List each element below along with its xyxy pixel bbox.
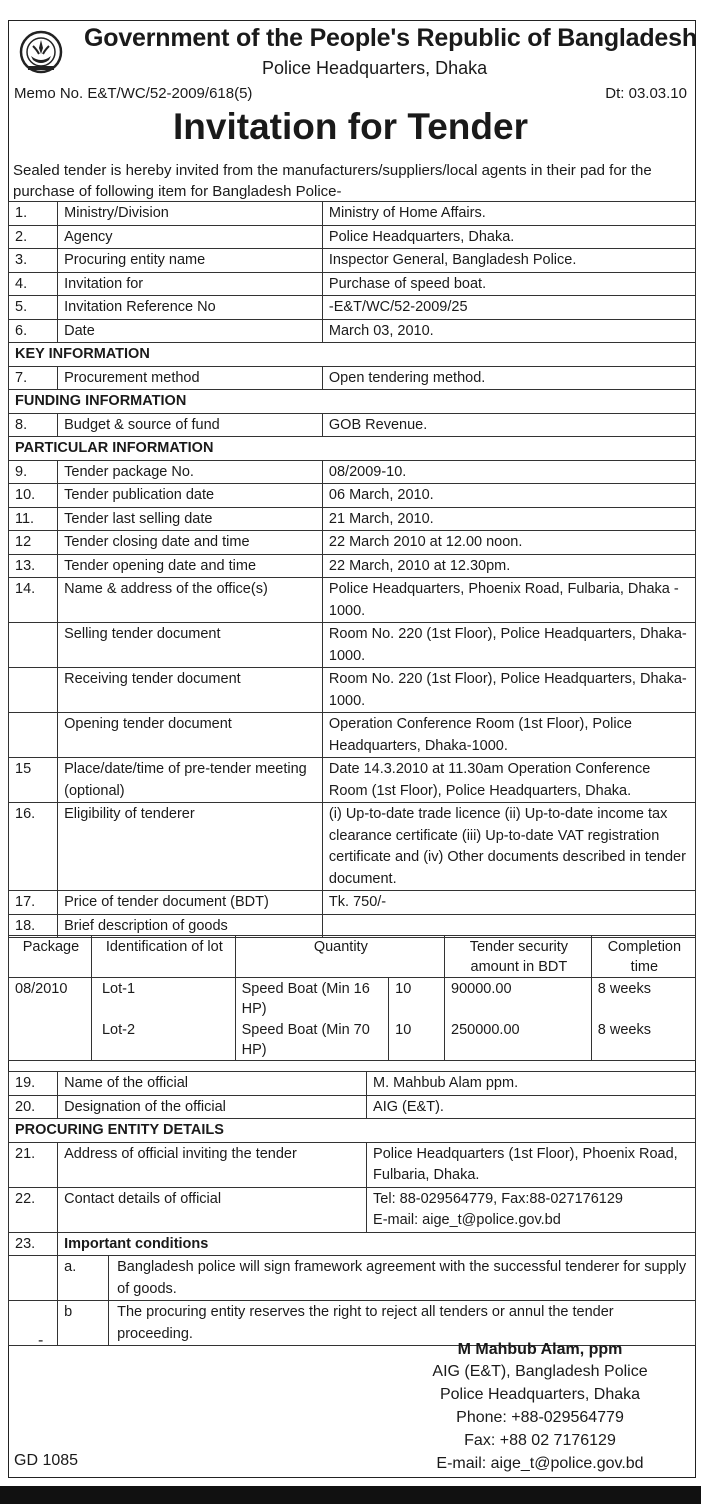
row-number [9,623,58,668]
memo-number: Memo No. E&T/WC/52-2009/618(5) [14,85,253,102]
table-row [9,366,696,390]
row-field: Name of the official [58,1072,367,1096]
row-field: Eligibility of tenderer [58,803,323,891]
goods-item: Speed Boat (Min 16 HP) [235,978,389,1020]
row-value: 06 March, 2010. [322,484,695,508]
row-value: Room No. 220 (1st Floor), Police Headquarters, Dhaka-1000. [322,623,695,668]
row-number: 3. [9,249,58,273]
row-number: 20. [9,1095,58,1119]
row-number: 5. [9,296,58,320]
goods-header-row [9,936,696,978]
goods-qty: 10 [389,978,445,1020]
gd-number: GD 1085 [14,1452,79,1469]
row-field: Brief description of goods [58,914,323,938]
goods-row [9,1019,696,1061]
row-number: 12 [9,531,58,555]
row-field: Contact details of official [58,1187,367,1232]
signatory-fax: Fax: +88 02 7176129 [464,1432,616,1449]
table-row [9,531,696,555]
table-row [9,296,696,320]
row-value: 08/2009-10. [322,460,695,484]
row-number: 19. [9,1072,58,1096]
table-row [9,272,696,296]
table-row [9,460,696,484]
conditions-title: Important conditions [58,1232,696,1256]
row-value: 22 March 2010 at 12.00 noon. [322,531,695,555]
row-number: 16. [9,803,58,891]
row-number: 7. [9,366,58,390]
row-value: M. Mahbub Alam ppm. [367,1072,696,1096]
section-funding-information: FUNDING INFORMATION [9,390,696,414]
table-row [9,249,696,273]
row-value: Police Headquarters, Dhaka. [322,225,695,249]
row-value: Purchase of speed boat. [322,272,695,296]
contact-email[interactable]: E-mail: aige_t@police.gov.bd [373,1212,561,1228]
row-number: 23. [9,1232,58,1256]
signatory-email: E-mail: aige_t@police.gov.bd [436,1455,644,1472]
table-row [9,758,696,803]
row-value: Ministry of Home Affairs. [322,202,695,226]
goods-row [9,978,696,1020]
row-field: Tender last selling date [58,507,323,531]
row-number: 11. [9,507,58,531]
contact-phone-fax: Tel: 88-029564779, Fax:88-027176129 [373,1190,623,1207]
row-number: 14. [9,578,58,623]
goods-qty: 10 [389,1019,445,1061]
signature-dash: - [38,1332,44,1349]
row-value: Police Headquarters, Phoenix Road, Fulbaria, Dhaka - 1000. [322,578,695,623]
row-number [9,668,58,713]
office-subheading: Police Headquarters, Dhaka [262,58,488,78]
row-field: Invitation for [58,272,323,296]
row-field: Place/date/time of pre-tender meeting (optional) [58,758,323,803]
row-value: Inspector General, Bangladesh Police. [322,249,695,273]
signatory-name: M Mahbub Alam, ppm [457,1341,623,1358]
row-field: Budget & source of fund [58,413,323,437]
conditions-heading-row [9,1232,696,1256]
goods-time: 8 weeks [591,978,695,1020]
table-row [9,623,696,668]
government-emblem-icon [18,28,64,76]
goods-header-quantity: Quantity [235,936,444,978]
row-field: Selling tender document [58,623,323,668]
footer-bar [0,1486,701,1504]
condition-mark: b [58,1301,109,1345]
row-field: Address of official inviting the tender [58,1142,367,1187]
row-value: Police Headquarters (1st Floor), Phoenix Road, Fulbaria, Dhaka. [367,1142,696,1187]
goods-item: Speed Boat (Min 70 HP) [235,1019,389,1061]
row-value: GOB Revenue. [322,413,695,437]
row-value: Operation Conference Room (1st Floor), Police Headquarters, Dhaka-1000. [322,713,695,758]
row-number: 1. [9,202,58,226]
table-row [9,319,696,343]
table-row [9,1072,696,1096]
condition-spacer [9,1256,58,1301]
goods-header-time: Completion time [591,936,695,978]
goods-lot: Lot-1 [91,978,235,1020]
goods-security: 250000.00 [445,1019,592,1061]
section-procuring-entity: PROCURING ENTITY DETAILS [9,1119,696,1143]
row-number: 6. [9,319,58,343]
row-value: 21 March, 2010. [322,507,695,531]
table-row [9,803,696,891]
row-value: -E&T/WC/52-2009/25 [322,296,695,320]
row-number: 22. [9,1187,58,1232]
row-number: 15 [9,758,58,803]
row-number: 2. [9,225,58,249]
row-field: Tender closing date and time [58,531,323,555]
tender-info-table [8,201,696,938]
table-row [9,891,696,915]
row-value: Open tendering method. [322,366,695,390]
row-field: Tender opening date and time [58,554,323,578]
signatory-office: Police Headquarters, Dhaka [439,1386,641,1403]
row-value: AIG (E&T). [367,1095,696,1119]
goods-header-security: Tender security amount in BDT [445,936,592,978]
table-row [9,668,696,713]
condition-spacer [9,1301,58,1346]
row-field: Agency [58,225,323,249]
row-number: 13. [9,554,58,578]
signatory-designation: AIG (E&T), Bangladesh Police [432,1363,648,1380]
table-row [9,1142,696,1187]
table-row [9,914,696,938]
condition-row [9,1256,696,1301]
row-value: March 03, 2010. [322,319,695,343]
row-field: Name & address of the office(s) [58,578,323,623]
table-row [9,1187,696,1232]
official-table [8,1071,696,1346]
condition-text: Bangladesh police will sign framework agreement with the successful tenderer for supply of goods. [117,1259,687,1297]
condition-cell [58,1256,696,1301]
goods-security: 90000.00 [445,978,592,1020]
row-number: 21. [9,1142,58,1187]
table-row [9,202,696,226]
section-row [9,390,696,414]
goods-lot: Lot-2 [91,1019,235,1061]
page-title: Invitation for Tender [173,106,528,147]
row-field: Procuring entity name [58,249,323,273]
row-field: Price of tender document (BDT) [58,891,323,915]
row-number: 4. [9,272,58,296]
government-heading: Government of the People's Republic of Bangladesh [84,24,697,52]
row-value: 22 March, 2010 at 12.30pm. [322,554,695,578]
memo-date: Dt: 03.03.10 [605,85,687,102]
row-field: Invitation Reference No [58,296,323,320]
row-number: 8. [9,413,58,437]
intro-paragraph: Sealed tender is hereby invited from the manufacturers/suppliers/local agents in their pad for the purchase of following item for Bangladesh Police- [13,162,652,200]
goods-table [8,935,696,1061]
table-row [9,1095,696,1119]
condition-mark: a. [58,1256,109,1300]
row-value: Tk. 750/- [322,891,695,915]
table-row [9,578,696,623]
row-field: Procurement method [58,366,323,390]
section-row [9,1119,696,1143]
row-value [367,1187,696,1232]
row-number [9,713,58,758]
signatory-phone: Phone: +88-029564779 [456,1409,624,1426]
row-value: (i) Up-to-date trade licence (ii) Up-to-date income tax clearance certificate (iii) Up-to-date VAT registration certificate and (iv) Other documents described in tender document. [322,803,695,891]
row-value: Room No. 220 (1st Floor), Police Headquarters, Dhaka-1000. [322,668,695,713]
goods-time: 8 weeks [591,1019,695,1061]
goods-package: 08/2010 [9,978,92,1061]
row-field: Opening tender document [58,713,323,758]
table-row [9,507,696,531]
row-field: Ministry/Division [58,202,323,226]
row-number: 18. [9,914,58,938]
row-number: 9. [9,460,58,484]
condition-text: The procuring entity reserves the right to reject all tenders or annul the tender proceeding. [117,1304,614,1342]
row-value [322,914,695,938]
row-number: 10. [9,484,58,508]
table-row [9,713,696,758]
row-number: 17. [9,891,58,915]
goods-header-lot: Identification of lot [91,936,235,978]
row-field: Designation of the official [58,1095,367,1119]
row-value: Date 14.3.2010 at 11.30am Operation Conference Room (1st Floor), Police Headquarters, Dhaka. [322,758,695,803]
section-row [9,437,696,461]
table-row [9,484,696,508]
row-field: Tender package No. [58,460,323,484]
section-row [9,343,696,367]
row-field: Receiving tender document [58,668,323,713]
row-field: Tender publication date [58,484,323,508]
row-field: Date [58,319,323,343]
table-row [9,554,696,578]
section-particular-information: PARTICULAR INFORMATION [9,437,696,461]
section-key-information: KEY INFORMATION [9,343,696,367]
table-row [9,225,696,249]
table-row [9,413,696,437]
goods-header-package: Package [9,936,92,978]
